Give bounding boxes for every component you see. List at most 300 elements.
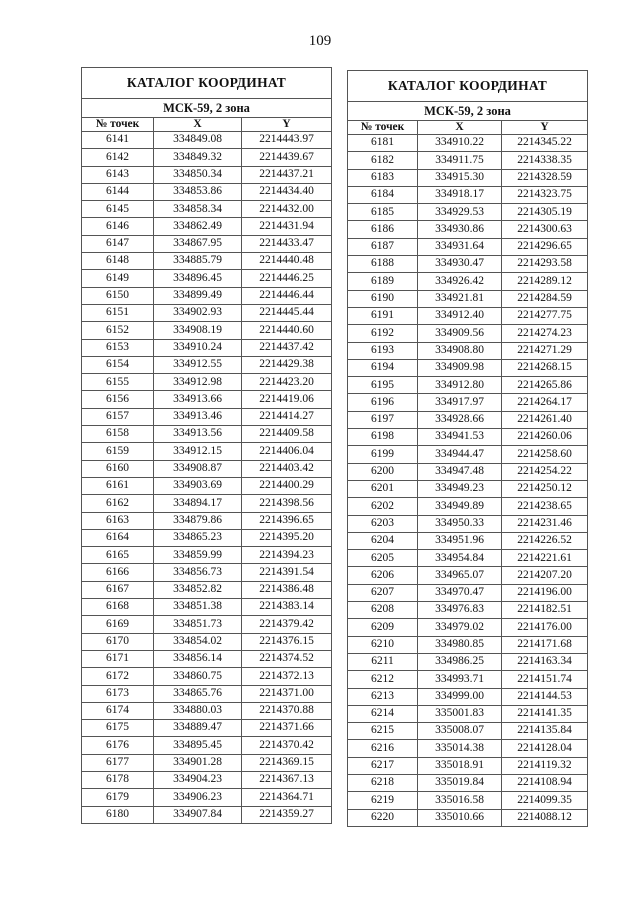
point-number-cell: 6173 xyxy=(82,685,154,702)
x-coordinate-cell: 334849.08 xyxy=(154,132,242,149)
table-row xyxy=(348,636,588,653)
table-row xyxy=(348,169,588,186)
point-number-cell: 6198 xyxy=(348,429,418,446)
point-number-cell: 6215 xyxy=(348,723,418,740)
point-number-cell: 6218 xyxy=(348,774,418,791)
x-coordinate-cell: 334949.23 xyxy=(418,480,502,497)
point-number-cell: 6156 xyxy=(82,391,154,408)
table-row xyxy=(82,668,332,685)
point-number-cell: 6146 xyxy=(82,218,154,235)
table-row xyxy=(82,702,332,719)
table-row xyxy=(348,359,588,376)
y-coordinate-cell: 2214423.20 xyxy=(242,374,332,391)
table-row xyxy=(348,290,588,307)
x-coordinate-cell: 335014.38 xyxy=(418,740,502,757)
x-coordinate-cell: 334917.97 xyxy=(418,394,502,411)
x-coordinate-cell: 334908.87 xyxy=(154,460,242,477)
x-coordinate-cell: 334921.81 xyxy=(418,290,502,307)
point-number-cell: 6191 xyxy=(348,307,418,324)
point-number-cell: 6166 xyxy=(82,564,154,581)
x-coordinate-cell: 334902.93 xyxy=(154,304,242,321)
point-number-cell: 6165 xyxy=(82,547,154,564)
table-row xyxy=(82,356,332,373)
y-coordinate-cell: 2214250.12 xyxy=(502,480,588,497)
point-number-cell: 6149 xyxy=(82,270,154,287)
x-coordinate-cell: 334912.40 xyxy=(418,307,502,324)
coordinate-catalog-left xyxy=(81,67,332,824)
point-number-cell: 6193 xyxy=(348,342,418,359)
x-coordinate-cell: 334979.02 xyxy=(418,619,502,636)
table-row xyxy=(82,235,332,252)
x-coordinate-cell: 335008.07 xyxy=(418,723,502,740)
point-number-cell: 6185 xyxy=(348,204,418,221)
table-row xyxy=(82,754,332,771)
point-number-cell: 6203 xyxy=(348,515,418,532)
table-row xyxy=(348,307,588,324)
table-row xyxy=(348,723,588,740)
y-coordinate-cell: 2214323.75 xyxy=(502,186,588,203)
y-coordinate-cell: 2214271.29 xyxy=(502,342,588,359)
x-coordinate-cell: 334894.17 xyxy=(154,495,242,512)
point-number-cell: 6155 xyxy=(82,374,154,391)
point-number-cell: 6164 xyxy=(82,529,154,546)
x-coordinate-cell: 334910.22 xyxy=(418,135,502,152)
y-coordinate-cell: 2214394.23 xyxy=(242,547,332,564)
x-coordinate-cell: 334895.45 xyxy=(154,737,242,754)
table-row xyxy=(348,238,588,255)
x-coordinate-cell: 334911.75 xyxy=(418,152,502,169)
table-row xyxy=(348,152,588,169)
table-row xyxy=(348,273,588,290)
y-coordinate-cell: 2214395.20 xyxy=(242,529,332,546)
y-coordinate-cell: 2214434.40 xyxy=(242,183,332,200)
table-row xyxy=(82,564,332,581)
y-coordinate-cell: 2214371.66 xyxy=(242,720,332,737)
x-coordinate-cell: 334913.66 xyxy=(154,391,242,408)
point-number-cell: 6159 xyxy=(82,443,154,460)
x-coordinate-cell: 334906.23 xyxy=(154,789,242,806)
y-coordinate-cell: 2214171.68 xyxy=(502,636,588,653)
x-coordinate-cell: 334865.76 xyxy=(154,685,242,702)
table-row xyxy=(348,792,588,809)
table-row xyxy=(82,201,332,218)
y-coordinate-cell: 2214226.52 xyxy=(502,532,588,549)
table-row xyxy=(348,688,588,705)
point-number-cell: 6172 xyxy=(82,668,154,685)
table-row xyxy=(348,740,588,757)
x-coordinate-cell: 334850.34 xyxy=(154,166,242,183)
x-coordinate-cell: 334918.17 xyxy=(418,186,502,203)
x-coordinate-cell: 334986.25 xyxy=(418,653,502,670)
x-coordinate-cell: 334999.00 xyxy=(418,688,502,705)
y-coordinate-cell: 2214254.22 xyxy=(502,463,588,480)
y-coordinate-cell: 2214345.22 xyxy=(502,135,588,152)
y-coordinate-cell: 2214414.27 xyxy=(242,408,332,425)
y-coordinate-cell: 2214238.65 xyxy=(502,498,588,515)
x-coordinate-cell: 334851.38 xyxy=(154,599,242,616)
point-number-cell: 6158 xyxy=(82,426,154,443)
x-coordinate-cell: 334993.71 xyxy=(418,671,502,688)
table-row xyxy=(348,567,588,584)
point-number-cell: 6153 xyxy=(82,339,154,356)
y-coordinate-cell: 2214445.44 xyxy=(242,304,332,321)
point-number-cell: 6142 xyxy=(82,149,154,166)
point-number-cell: 6197 xyxy=(348,411,418,428)
x-coordinate-cell: 334904.23 xyxy=(154,771,242,788)
y-coordinate-cell: 2214088.12 xyxy=(502,809,588,826)
point-number-cell: 6160 xyxy=(82,460,154,477)
point-number-cell: 6177 xyxy=(82,754,154,771)
x-coordinate-cell: 334859.99 xyxy=(154,547,242,564)
x-coordinate-cell: 334970.47 xyxy=(418,584,502,601)
y-coordinate-cell: 2214151.74 xyxy=(502,671,588,688)
table-row xyxy=(348,498,588,515)
column-header-y: Y xyxy=(502,121,588,135)
point-number-cell: 6168 xyxy=(82,599,154,616)
y-coordinate-cell: 2214443.97 xyxy=(242,132,332,149)
point-number-cell: 6144 xyxy=(82,183,154,200)
y-coordinate-cell: 2214396.65 xyxy=(242,512,332,529)
table-row xyxy=(82,443,332,460)
table-row xyxy=(348,757,588,774)
point-number-cell: 6195 xyxy=(348,377,418,394)
table-row xyxy=(82,547,332,564)
y-coordinate-cell: 2214400.29 xyxy=(242,477,332,494)
table-row xyxy=(82,581,332,598)
table-row xyxy=(82,166,332,183)
point-number-cell: 6202 xyxy=(348,498,418,515)
y-coordinate-cell: 2214258.60 xyxy=(502,446,588,463)
table-row xyxy=(82,477,332,494)
catalog-title: КАТАЛОГ КООРДИНАТ xyxy=(82,68,332,99)
point-number-cell: 6208 xyxy=(348,602,418,619)
point-number-cell: 6174 xyxy=(82,702,154,719)
x-coordinate-cell: 334928.66 xyxy=(418,411,502,428)
point-number-cell: 6176 xyxy=(82,737,154,754)
y-coordinate-cell: 2214277.75 xyxy=(502,307,588,324)
table-row xyxy=(82,495,332,512)
x-coordinate-cell: 334965.07 xyxy=(418,567,502,584)
point-number-cell: 6205 xyxy=(348,550,418,567)
point-number-cell: 6167 xyxy=(82,581,154,598)
table-row xyxy=(348,671,588,688)
table-row xyxy=(82,771,332,788)
column-header-point-number: № точек xyxy=(82,118,154,132)
point-number-cell: 6189 xyxy=(348,273,418,290)
y-coordinate-cell: 2214371.00 xyxy=(242,685,332,702)
x-coordinate-cell: 335016.58 xyxy=(418,792,502,809)
x-coordinate-cell: 334930.47 xyxy=(418,256,502,273)
page-number: 109 xyxy=(308,33,332,49)
point-number-cell: 6201 xyxy=(348,480,418,497)
x-coordinate-cell: 334926.42 xyxy=(418,273,502,290)
x-coordinate-cell: 334909.56 xyxy=(418,325,502,342)
point-number-cell: 6145 xyxy=(82,201,154,218)
y-coordinate-cell: 2214338.35 xyxy=(502,152,588,169)
x-coordinate-cell: 334931.64 xyxy=(418,238,502,255)
x-coordinate-cell: 335018.91 xyxy=(418,757,502,774)
x-coordinate-cell: 334930.86 xyxy=(418,221,502,238)
x-coordinate-cell: 334954.84 xyxy=(418,550,502,567)
point-number-cell: 6216 xyxy=(348,740,418,757)
table-row xyxy=(348,325,588,342)
y-coordinate-cell: 2214446.44 xyxy=(242,287,332,304)
point-number-cell: 6169 xyxy=(82,616,154,633)
table-row xyxy=(348,221,588,238)
point-number-cell: 6219 xyxy=(348,792,418,809)
x-coordinate-cell: 334862.49 xyxy=(154,218,242,235)
table-row xyxy=(82,599,332,616)
y-coordinate-cell: 2214379.42 xyxy=(242,616,332,633)
x-coordinate-cell: 334912.98 xyxy=(154,374,242,391)
table-row xyxy=(82,253,332,270)
table-row xyxy=(82,720,332,737)
table-row xyxy=(82,737,332,754)
x-coordinate-cell: 334929.53 xyxy=(418,204,502,221)
point-number-cell: 6184 xyxy=(348,186,418,203)
y-coordinate-cell: 2214383.14 xyxy=(242,599,332,616)
y-coordinate-cell: 2214431.94 xyxy=(242,218,332,235)
table-row xyxy=(348,705,588,722)
y-coordinate-cell: 2214398.56 xyxy=(242,495,332,512)
table-row xyxy=(348,256,588,273)
table-row xyxy=(348,653,588,670)
y-coordinate-cell: 2214274.23 xyxy=(502,325,588,342)
x-coordinate-cell: 334980.85 xyxy=(418,636,502,653)
column-header-y: Y xyxy=(242,118,332,132)
table-row xyxy=(82,616,332,633)
y-coordinate-cell: 2214391.54 xyxy=(242,564,332,581)
table-row xyxy=(82,512,332,529)
y-coordinate-cell: 2214221.61 xyxy=(502,550,588,567)
y-coordinate-cell: 2214163.34 xyxy=(502,653,588,670)
y-coordinate-cell: 2214419.06 xyxy=(242,391,332,408)
point-number-cell: 6162 xyxy=(82,495,154,512)
catalog-zone: МСК-59, 2 зона xyxy=(348,102,588,121)
x-coordinate-cell: 334950.33 xyxy=(418,515,502,532)
x-coordinate-cell: 334909.98 xyxy=(418,359,502,376)
table-row xyxy=(82,806,332,823)
x-coordinate-cell: 334903.69 xyxy=(154,477,242,494)
point-number-cell: 6154 xyxy=(82,356,154,373)
x-coordinate-cell: 335010.66 xyxy=(418,809,502,826)
y-coordinate-cell: 2214374.52 xyxy=(242,650,332,667)
point-number-cell: 6194 xyxy=(348,359,418,376)
column-header-x: X xyxy=(418,121,502,135)
y-coordinate-cell: 2214099.35 xyxy=(502,792,588,809)
point-number-cell: 6187 xyxy=(348,238,418,255)
y-coordinate-cell: 2214108.94 xyxy=(502,774,588,791)
point-number-cell: 6210 xyxy=(348,636,418,653)
point-number-cell: 6141 xyxy=(82,132,154,149)
point-number-cell: 6220 xyxy=(348,809,418,826)
catalog-zone: МСК-59, 2 зона xyxy=(82,99,332,118)
column-header-x: X xyxy=(154,118,242,132)
point-number-cell: 6171 xyxy=(82,650,154,667)
y-coordinate-cell: 2214128.04 xyxy=(502,740,588,757)
point-number-cell: 6181 xyxy=(348,135,418,152)
y-coordinate-cell: 2214386.48 xyxy=(242,581,332,598)
x-coordinate-cell: 334912.15 xyxy=(154,443,242,460)
point-number-cell: 6163 xyxy=(82,512,154,529)
x-coordinate-cell: 334899.49 xyxy=(154,287,242,304)
y-coordinate-cell: 2214265.86 xyxy=(502,377,588,394)
x-coordinate-cell: 334915.30 xyxy=(418,169,502,186)
table-row xyxy=(348,532,588,549)
y-coordinate-cell: 2214207.20 xyxy=(502,567,588,584)
y-coordinate-cell: 2214376.15 xyxy=(242,633,332,650)
y-coordinate-cell: 2214182.51 xyxy=(502,602,588,619)
x-coordinate-cell: 334912.80 xyxy=(418,377,502,394)
point-number-cell: 6188 xyxy=(348,256,418,273)
point-number-cell: 6147 xyxy=(82,235,154,252)
table-row xyxy=(348,809,588,826)
table-row xyxy=(348,584,588,601)
x-coordinate-cell: 335019.84 xyxy=(418,774,502,791)
y-coordinate-cell: 2214284.59 xyxy=(502,290,588,307)
point-number-cell: 6179 xyxy=(82,789,154,806)
x-coordinate-cell: 334908.19 xyxy=(154,322,242,339)
table-row xyxy=(82,529,332,546)
x-coordinate-cell: 334865.23 xyxy=(154,529,242,546)
x-coordinate-cell: 334944.47 xyxy=(418,446,502,463)
table-row xyxy=(82,650,332,667)
table-row xyxy=(348,463,588,480)
table-row xyxy=(348,446,588,463)
table-row xyxy=(82,218,332,235)
point-number-cell: 6190 xyxy=(348,290,418,307)
y-coordinate-cell: 2214364.71 xyxy=(242,789,332,806)
y-coordinate-cell: 2214439.67 xyxy=(242,149,332,166)
table-row xyxy=(348,204,588,221)
x-coordinate-cell: 334912.55 xyxy=(154,356,242,373)
y-coordinate-cell: 2214370.42 xyxy=(242,737,332,754)
x-coordinate-cell: 334851.73 xyxy=(154,616,242,633)
point-number-cell: 6157 xyxy=(82,408,154,425)
y-coordinate-cell: 2214261.40 xyxy=(502,411,588,428)
point-number-cell: 6214 xyxy=(348,705,418,722)
x-coordinate-cell: 334947.48 xyxy=(418,463,502,480)
y-coordinate-cell: 2214433.47 xyxy=(242,235,332,252)
y-coordinate-cell: 2214260.06 xyxy=(502,429,588,446)
table-row xyxy=(82,685,332,702)
x-coordinate-cell: 334913.56 xyxy=(154,426,242,443)
point-number-cell: 6143 xyxy=(82,166,154,183)
x-coordinate-cell: 334880.03 xyxy=(154,702,242,719)
y-coordinate-cell: 2214231.46 xyxy=(502,515,588,532)
y-coordinate-cell: 2214119.32 xyxy=(502,757,588,774)
table-row xyxy=(348,774,588,791)
table-row xyxy=(348,377,588,394)
table-row xyxy=(348,429,588,446)
x-coordinate-cell: 334854.02 xyxy=(154,633,242,650)
y-coordinate-cell: 2214289.12 xyxy=(502,273,588,290)
table-row xyxy=(82,374,332,391)
x-coordinate-cell: 334889.47 xyxy=(154,720,242,737)
table-row xyxy=(82,391,332,408)
point-number-cell: 6204 xyxy=(348,532,418,549)
x-coordinate-cell: 334852.82 xyxy=(154,581,242,598)
table-row xyxy=(82,408,332,425)
table-row xyxy=(348,619,588,636)
x-coordinate-cell: 334907.84 xyxy=(154,806,242,823)
x-coordinate-cell: 334976.83 xyxy=(418,602,502,619)
catalog-body xyxy=(82,132,332,824)
x-coordinate-cell: 335001.83 xyxy=(418,705,502,722)
table-row xyxy=(82,460,332,477)
table-row xyxy=(82,183,332,200)
table-row xyxy=(82,149,332,166)
table-row xyxy=(82,426,332,443)
point-number-cell: 6200 xyxy=(348,463,418,480)
x-coordinate-cell: 334849.32 xyxy=(154,149,242,166)
x-coordinate-cell: 334913.46 xyxy=(154,408,242,425)
point-number-cell: 6170 xyxy=(82,633,154,650)
y-coordinate-cell: 2214403.42 xyxy=(242,460,332,477)
y-coordinate-cell: 2214409.58 xyxy=(242,426,332,443)
point-number-cell: 6175 xyxy=(82,720,154,737)
x-coordinate-cell: 334901.28 xyxy=(154,754,242,771)
x-coordinate-cell: 334856.14 xyxy=(154,650,242,667)
x-coordinate-cell: 334853.86 xyxy=(154,183,242,200)
table-row xyxy=(82,304,332,321)
point-number-cell: 6192 xyxy=(348,325,418,342)
x-coordinate-cell: 334896.45 xyxy=(154,270,242,287)
point-number-cell: 6217 xyxy=(348,757,418,774)
point-number-cell: 6212 xyxy=(348,671,418,688)
x-coordinate-cell: 334910.24 xyxy=(154,339,242,356)
y-coordinate-cell: 2214264.17 xyxy=(502,394,588,411)
y-coordinate-cell: 2214196.00 xyxy=(502,584,588,601)
y-coordinate-cell: 2214429.38 xyxy=(242,356,332,373)
table-row xyxy=(348,480,588,497)
catalog-body xyxy=(348,135,588,827)
table-row xyxy=(82,270,332,287)
point-number-cell: 6211 xyxy=(348,653,418,670)
point-number-cell: 6161 xyxy=(82,477,154,494)
y-coordinate-cell: 2214370.88 xyxy=(242,702,332,719)
table-row xyxy=(348,186,588,203)
table-row xyxy=(82,132,332,149)
table-row xyxy=(82,339,332,356)
y-coordinate-cell: 2214176.00 xyxy=(502,619,588,636)
y-coordinate-cell: 2214406.04 xyxy=(242,443,332,460)
point-number-cell: 6182 xyxy=(348,152,418,169)
point-number-cell: 6206 xyxy=(348,567,418,584)
point-number-cell: 6183 xyxy=(348,169,418,186)
coordinate-catalog-right xyxy=(347,70,588,827)
point-number-cell: 6213 xyxy=(348,688,418,705)
y-coordinate-cell: 2214305.19 xyxy=(502,204,588,221)
y-coordinate-cell: 2214432.00 xyxy=(242,201,332,218)
y-coordinate-cell: 2214367.13 xyxy=(242,771,332,788)
catalog-title: КАТАЛОГ КООРДИНАТ xyxy=(348,71,588,102)
y-coordinate-cell: 2214437.42 xyxy=(242,339,332,356)
point-number-cell: 6199 xyxy=(348,446,418,463)
y-coordinate-cell: 2214141.35 xyxy=(502,705,588,722)
table-row xyxy=(348,135,588,152)
y-coordinate-cell: 2214144.53 xyxy=(502,688,588,705)
point-number-cell: 6151 xyxy=(82,304,154,321)
point-number-cell: 6150 xyxy=(82,287,154,304)
point-number-cell: 6148 xyxy=(82,253,154,270)
x-coordinate-cell: 334879.86 xyxy=(154,512,242,529)
x-coordinate-cell: 334867.95 xyxy=(154,235,242,252)
column-header-point-number: № точек xyxy=(348,121,418,135)
table-row xyxy=(82,789,332,806)
table-row xyxy=(82,633,332,650)
y-coordinate-cell: 2214296.65 xyxy=(502,238,588,255)
